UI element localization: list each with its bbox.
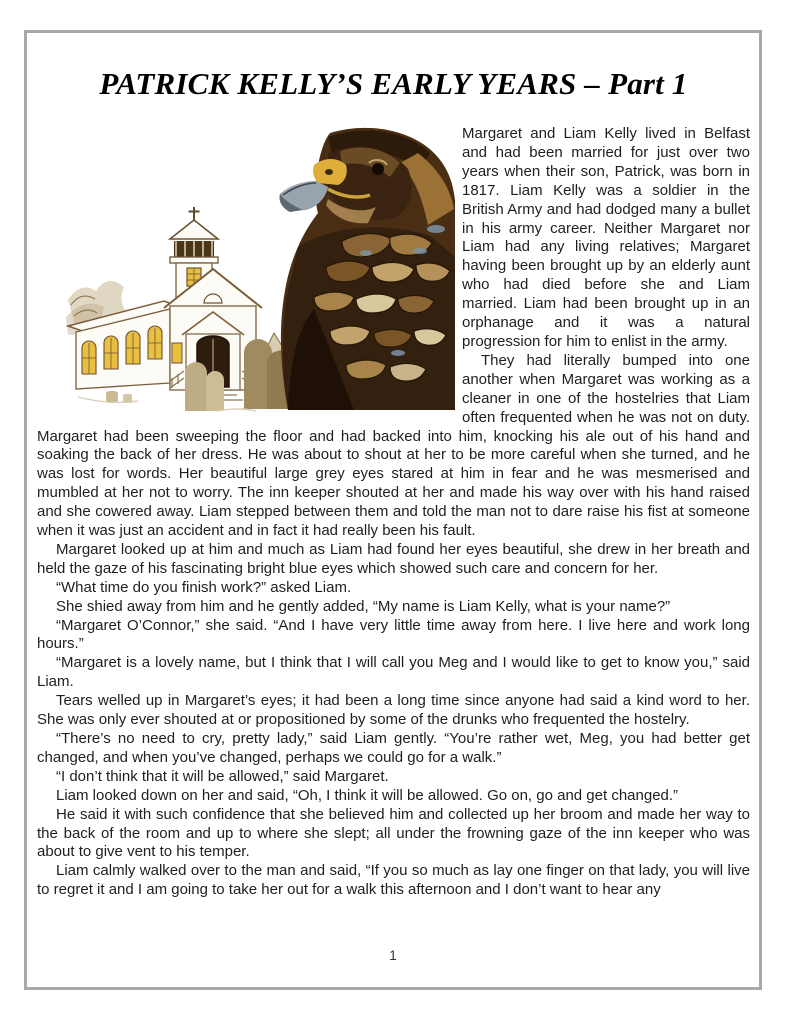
paragraph-12: He said it with such confidence that she believed him and collected up her broom and made her way to the back of the room and up to where she slept; all under the frowning gaze of the inn keeper who was about to give vent to his temper. <box>37 805 750 861</box>
illustration-block <box>37 125 462 414</box>
story-body <box>37 125 750 900</box>
page-title: PATRICK KELLY’S EARLY YEARS – Part 1 <box>99 66 688 101</box>
paragraph-13: Liam calmly walked over to the man and said, “If you so much as lay one finger on that lady, you will live to regret it and I am going to take her out for a walk this afternoon and I don’t want to hear any <box>37 862 750 899</box>
paragraph-8: Tears welled up in Margaret’s eyes; it had been a long time since anyone had said a kind word to her. She was only ever shouted at or propositioned by some of the drunks who frequented the hostelry. <box>37 692 750 729</box>
paragraph-9: “There’s no need to cry, pretty lady,” said Liam gently. “You’re rather wet, Meg, you had better get changed, and when you’ve changed, perhaps we could go for a walk.” <box>37 730 750 766</box>
paragraph-11: Liam looked down on her and said, “Oh, I think it will be allowed. Go on, go and get changed.” <box>56 786 679 804</box>
page-border-frame <box>24 30 762 990</box>
page-number: 1 <box>389 948 397 963</box>
paragraph-3: Margaret looked up at him and much as Liam had found her eyes beautiful, she drew in her breath and held the gaze of his fascinating bright blue eyes which showed such care and concern for her. <box>37 540 750 577</box>
paragraph-10: “I don’t think that it will be allowed,” said Margaret. <box>56 767 389 785</box>
paragraph-5: She shied away from him and he gently added, “My name is Liam Kelly, what is your name?” <box>56 597 671 615</box>
paragraph-4: “What time do you finish work?” asked Liam. <box>56 578 352 596</box>
paragraph-6: “Margaret O’Connor,” she said. “And I have very little time away from here. I live here and work long hours.” <box>37 616 750 653</box>
paragraph-2: They had literally bumped into one another when Margaret was working as a cleaner in one of the hostelries that Liam often frequented when he was not on duty. Margaret had been sweeping the floor and had backed into him, knocking his ale out of his hand and soaking the back of her dress. He was about to shout at her to be more careful when she turned, and he was lost for words. Her beautiful large grey eyes stared at him in fear and he was mesmerised and mumbled at her not to worry. The inn keeper shouted at her and made his way over with his hand raised and she cowered away. Liam stepped between them and told the man not to dare raise his fist at someone when it was just an accident and in fact it had really been his fault. <box>37 351 750 540</box>
paragraph-1: Margaret and Liam Kelly lived in Belfast and had been married for just over two years when their son, Patrick, was born in 1817. Liam Kelly was a soldier in the British Army and had dodged many a bullet in his army career. Neither Margaret nor Liam had any living relatives; Margaret having been brought up by an elderly aunt who had died before she and Liam married. Liam had been brought up in an orphanage and it was a natural progression for him to enlist in the army. <box>462 125 750 350</box>
church-illustration <box>66 205 293 413</box>
paragraph-7: “Margaret is a lovely name, but I think that I will call you Meg and I would like to get to know you,” said Liam. <box>37 654 750 691</box>
eagle-illustration <box>270 125 455 410</box>
